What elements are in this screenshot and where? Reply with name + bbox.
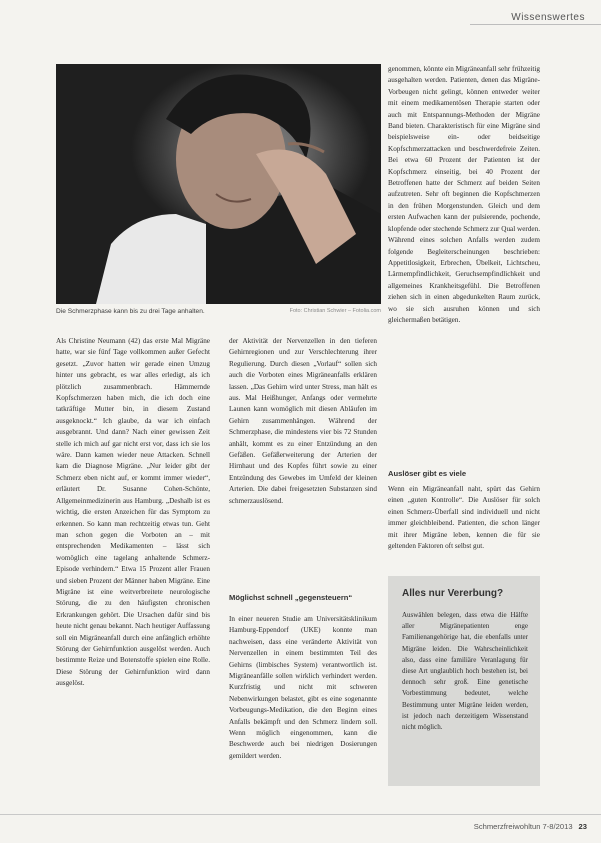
photo-man-headache	[56, 64, 381, 304]
section-tag: Wissenswertes	[511, 12, 585, 23]
article-column-2	[229, 336, 377, 554]
subheading-gegensteuern: Möglichst schnell „gegensteuern“	[229, 593, 353, 602]
page-number: 23	[578, 822, 587, 831]
photo-caption	[56, 308, 381, 315]
article-column-3b	[388, 484, 540, 551]
article-column-3	[388, 64, 540, 439]
subheading-ausloeser: Auslöser gibt es viele	[388, 469, 467, 478]
info-box-text: Auswählen belegen, dass etwa die Hälfte aller Migränepatienten enge Familienangehörige hat, die ebenfalls unter Migräne leiden. Die Wahrscheinlichkeit also, dass eine familiäre Veranlagung für diese Art unglaublich hoch bestehen ist, bei dennoch sehr groß. Eine genetische Vorbestimmung bedeutet, welche Bestimmung unter Migräne leiden werden, ist jedoch nach derzeitigem Wissenstand nicht möglich.	[402, 611, 528, 732]
page-footer	[474, 822, 587, 831]
article-text: Wenn ein Migräneanfall naht, spürt das Gehirn einen „guten Kontrolle“. Die Auslöser für solch einen Schmerz-Überfall sind individuell und nicht immer gleichbleibend. Patienten, die schon länger mit ihrer Migräne leben, kennen die für sie geltenden Faktoren oft selbst gut.	[388, 485, 540, 551]
top-rule	[470, 24, 601, 25]
man-headache-illustration	[56, 64, 381, 304]
bottom-rule	[0, 814, 601, 815]
magazine-name: Schmerzfreiwohltun 7-8/2013	[473, 822, 573, 831]
article-text: Als Christine Neumann (42) das erste Mal Migräne hatte, war sie fünf Tage vollkommen außer Gefecht gesetzt. „Zuvor hatten wir gerade einen Umzug hinter uns gebracht, es war alles erledigt, als ich plötzlich zusammenbrach. Hämmernde Kopfschmerzen haben mich, die ich doch eine tatkräftige Mutter bin, in diesem Zustand ausgeknockt.“ Ich glaube, da war ich einfach ausgebrannt. Und dann? Nach einer gewissen Zeit stelle ich mich auf gar nicht erst vor, dass ich sie los wäre. Dann kamen wieder neue Attacken. Schnell kam die Diagnose Migräne. „Nur leider gibt der Schmerz eben nicht auf, er kommt immer wieder“, erläutert Dr. Susanne Cohen-Schönte, Allgemeinmedizinerin aus Hamburg. „Deshalb ist es wichtig, die ersten Anzeichen für das Symptom zu erkennen. So kann man rechtzeitig etwas tun. Geht man schon gegen die Vorboten an – mit entsprechenden Medikamenten – lässt sich womöglich eine tagelang anhaltende Schmerz-Episode verhindern.“ Etwa 15 Prozent aller Frauen und sieben Prozent der Männer haben Migräne. Eine Migräne ist eine weitverbreitete neurologische Störung, die zu den häufigsten chronischen Erkrankungen gehört. Die Ursachen dafür sind bis heute nicht genau bekannt. Nach heutiger Auffassung soll ein Migräneanfall durch eine anfänglich erhöhte Störung der Gehirnfunktion ausgelöst werden. Auch bestimmte Reize und Botenstoffe spielen eine Rolle. Diese Störung der Gehirnfunktion wird dann ausgelöst.	[56, 337, 210, 688]
article-column-1	[56, 336, 210, 816]
info-box-title: Alles nur Vererbung?	[402, 588, 504, 599]
article-text: der Aktivität der Nervenzellen in den tieferen Gehirnregionen und zur Verschlechterung ihrer Regulierung. Durch diesen „Vorlauf“ sollen sich auch die Vorboten eines Migräneanfalls erklären lassen. „Das Gehirn wird unter Stress, man hält es aus. Mal Heißhunger, Anfangs oder vermehrte Launen kann womöglich mit diesen Abläufen im Gehirn zusammenhängen. Während der Schmerzphase, die mindestens vier bis 72 Stunden anhält, kommt es zu einer Entzündung an den Gefäßen. Gefäßerweiterung der Arterien der Hirnhaut und des Kopfes führt sowie zu einer Entzündung des Gewebes im Umfeld der kleinen Arterien. Die dabei freigesetzten Substanzen sind schmerzauslösend.	[229, 337, 377, 505]
article-text: genommen, könnte ein Migräneanfall sehr frühzeitig ausgehalten werden. Patienten, denen das Migräne-Vorbeugen nicht gelingt, können entweder weiter mit einem medikamentösen Therapie starten oder auch mit Entspannungs-Methoden der Migräne Band bieten. Charakteristisch für eine Migräne sind beispielsweise ein- oder beidseitige Kopfschmerzattacken und beschwerdefreie Zeiten. Bei etwa 60 Prozent der Patienten ist der Kopfschmerz einseitig, bei 40 Prozent der Betroffenen hatte der Schmerz auf beiden Seiten aufzutreten. Sehr oft beginnen die Kopfschmerzen in den frühen Morgenstunden. Gleich und dem ersten Aufwachen kann der pulsierende, pochende, klopfende oder stechende Schmerz zur Qual werden. Während eines solchen Anfalls werden zudem folgende Begleiterscheinungen beschrieben: Appetitlosigkeit, Erbrechen, Übelkeit, Lichtscheu, Lärmempfindlichkeit, Geruchsempfindlichkeit und allgemeines Krankheitsgefühl. Die Betroffenen ziehen sich in einen abgedunkelten Raum zurück, wo sie sich ausruhen können und sich gleichermaßen betätigen.	[388, 65, 540, 324]
info-box	[388, 576, 540, 786]
article-text: In einer neueren Studie am Universitätsklinikum Hamburg-Eppendorf (UKE) konnte man nachweisen, dass eine veränderte Aktivität von Nervenzellen in einem bestimmten Teil des Gehirns (limbisches System) verantwortlich ist. Migräneanfälle sollen wirklich verhindert werden. Kurzfristig und nicht mit schweren Nebenwirkungen belastet, gibt es eine sogenannte Vorbeugungs-Medikation, die den Beginn eines Anfalls bekämpft und den Schmerz lindern soll. Wenn möglich eingenommen, kann die Beschwerde auch bei niedrigen Dosierungen gemildert werden.	[229, 615, 377, 760]
caption-text: Die Schmerzphase kann bis zu drei Tage anhalten.	[56, 308, 205, 315]
photo-credit: Foto: Christian Schwier – Fotolia.com	[289, 308, 381, 314]
article-column-2b	[229, 614, 377, 814]
